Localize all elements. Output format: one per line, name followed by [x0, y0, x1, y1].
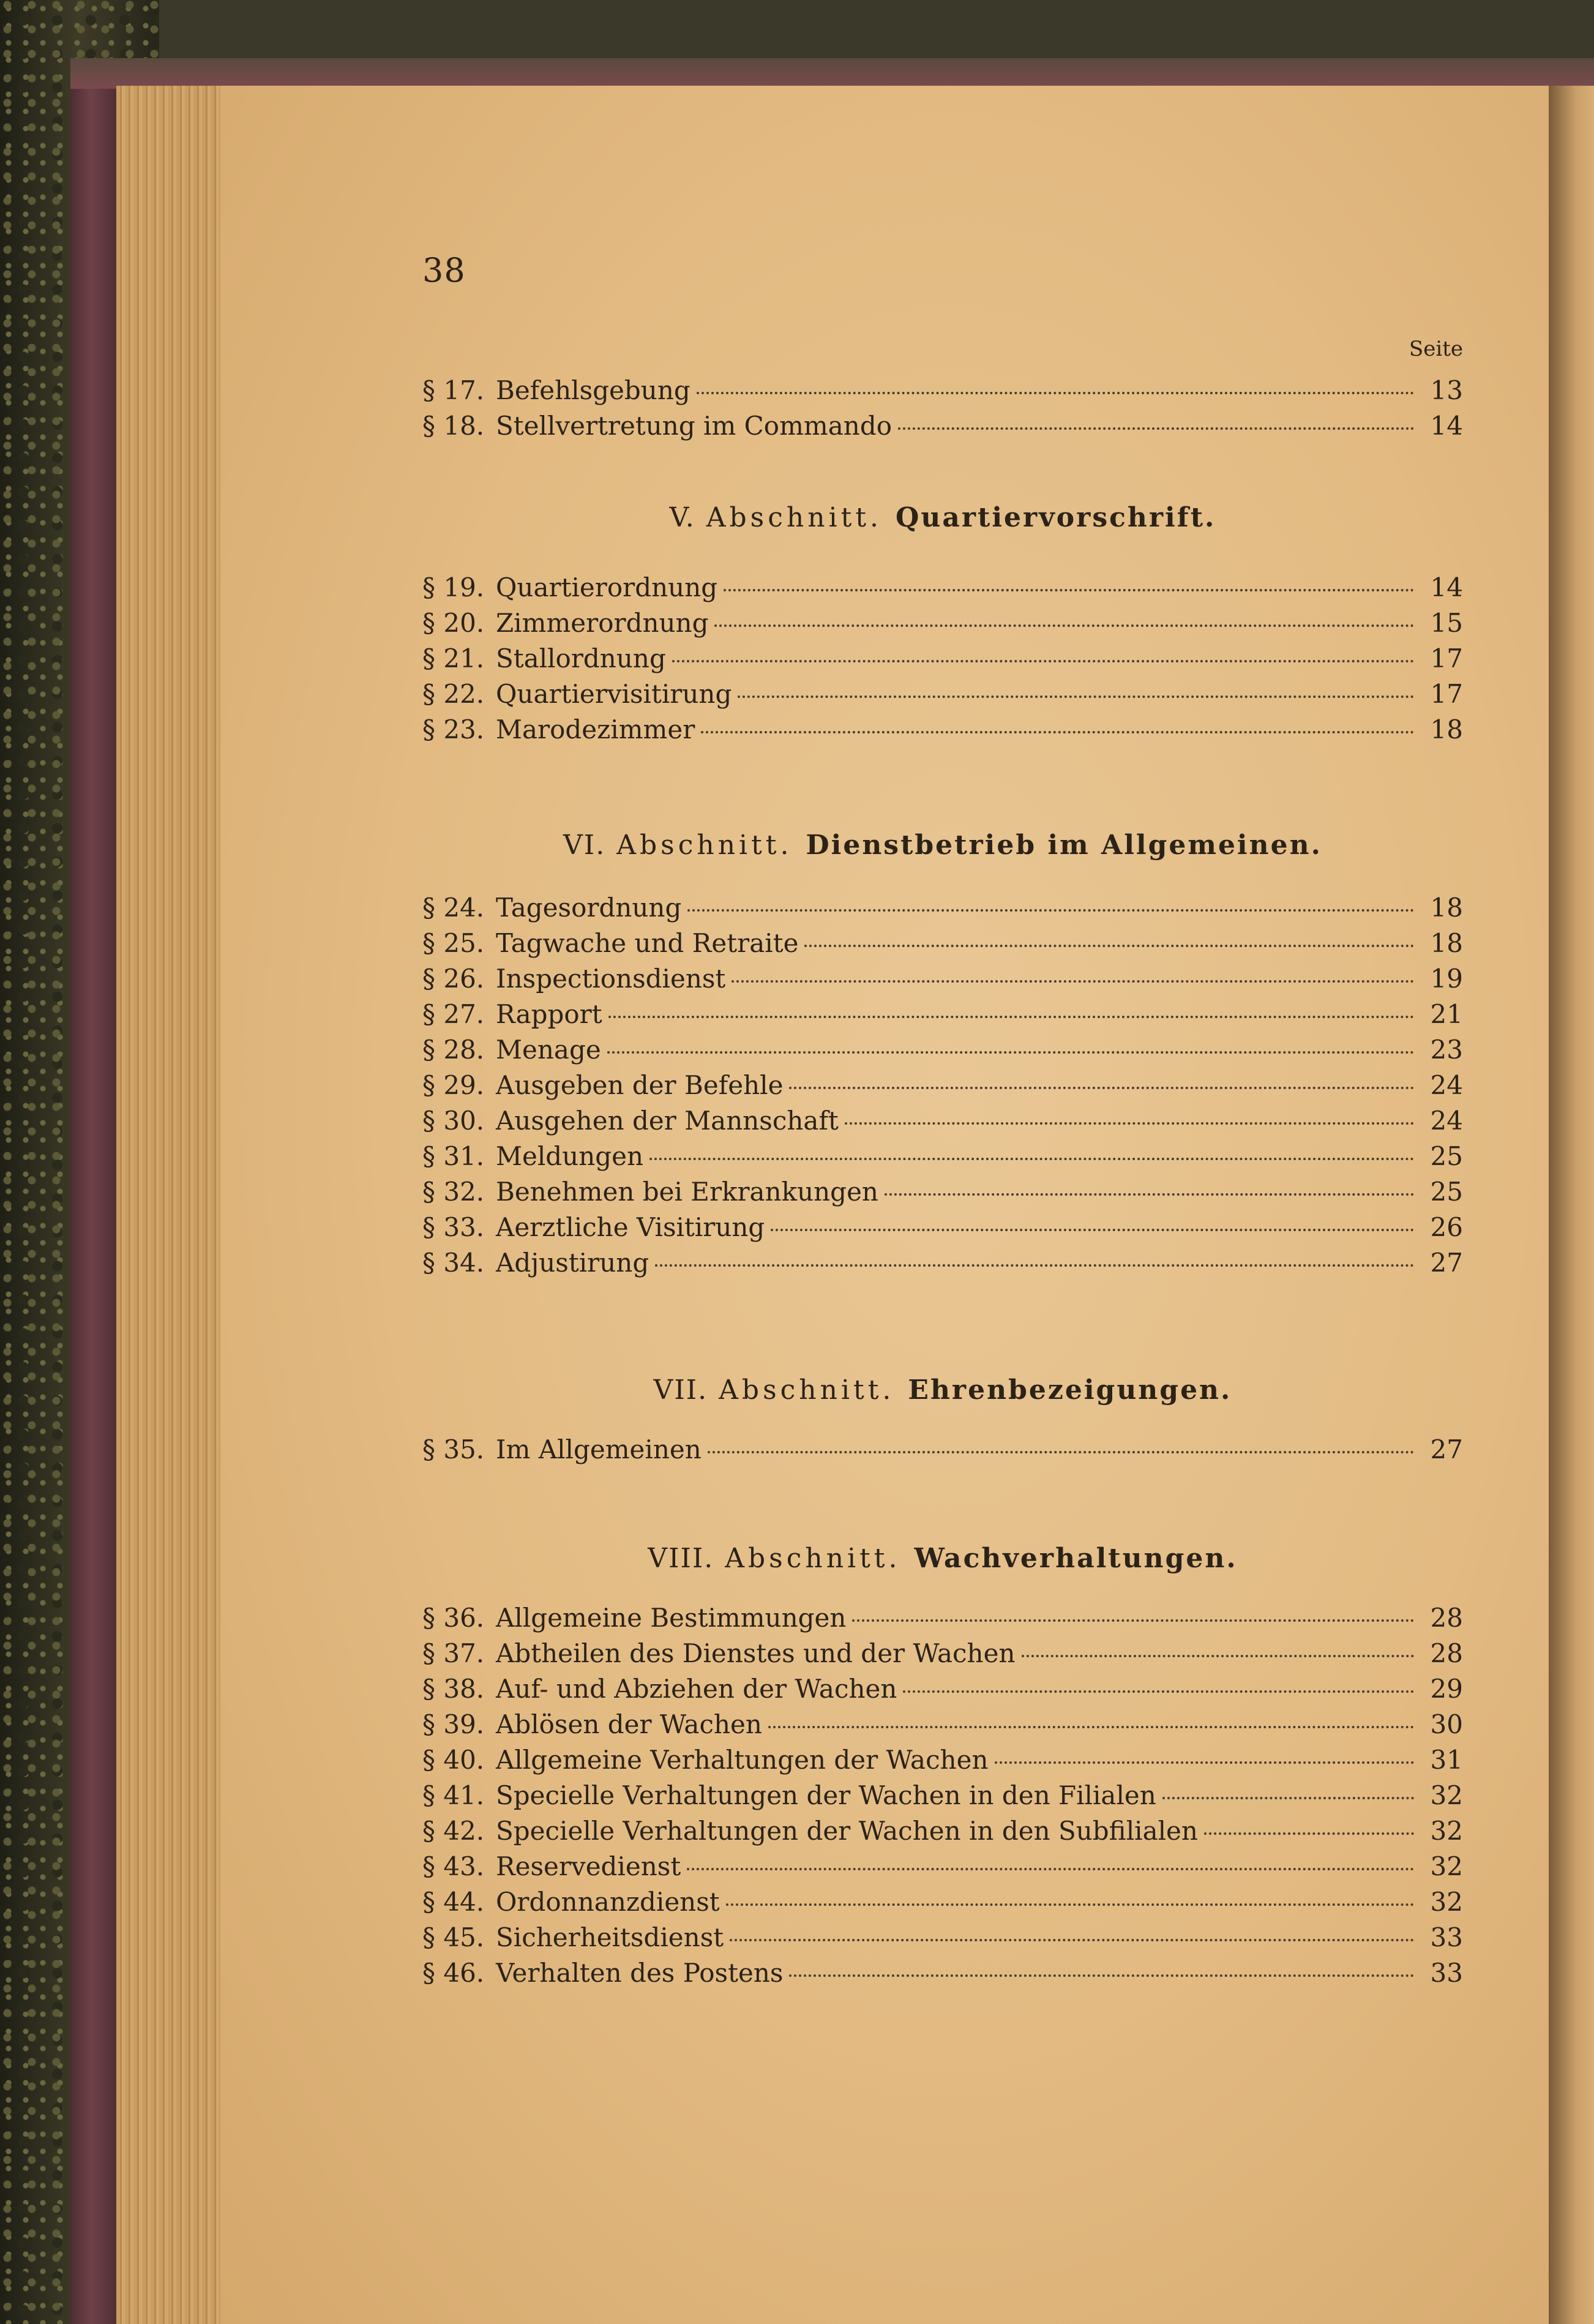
toc-entry [422, 1885, 1463, 1919]
entry-page-number: 21 [1430, 999, 1463, 1029]
dot-leader [714, 624, 1414, 627]
paragraph-number: § 25. [422, 928, 485, 958]
toc-entry [422, 1636, 1463, 1671]
section-heading [422, 1543, 1463, 1574]
paragraph-number: § 28. [422, 1035, 485, 1065]
toc-entry [422, 1779, 1463, 1813]
entry-page-number: 28 [1430, 1603, 1463, 1633]
dot-leader [697, 392, 1414, 394]
entry-page-number: 24 [1430, 1070, 1463, 1100]
entry-page-number: 27 [1430, 1434, 1463, 1464]
dot-leader [724, 589, 1414, 591]
entry-page-number: 26 [1430, 1212, 1463, 1242]
section-word: Abschnitt. [725, 1543, 901, 1574]
dot-leader [771, 1229, 1414, 1231]
toc-entry [422, 1246, 1463, 1280]
entry-title: Auf- und Abziehen der Wachen [496, 1674, 897, 1704]
paragraph-number: § 41. [422, 1780, 485, 1810]
entry-page-number: 32 [1430, 1816, 1463, 1846]
entry-title: Ordonnanzdienst [496, 1887, 720, 1917]
paragraph-number: § 44. [422, 1887, 485, 1917]
entry-title: Adjustirung [496, 1248, 649, 1278]
toc-entry [422, 1033, 1463, 1067]
entry-page-number: 28 [1430, 1638, 1463, 1668]
entry-title: Reservedienst [496, 1851, 681, 1881]
dot-leader [607, 1051, 1414, 1054]
entry-page-number: 32 [1430, 1780, 1463, 1810]
entry-page-number: 31 [1430, 1745, 1463, 1775]
toc-entry [422, 1850, 1463, 1884]
paragraph-number: § 18. [422, 411, 485, 441]
paragraph-number: § 21. [422, 643, 485, 673]
dot-leader [804, 945, 1414, 947]
entry-title: Ablösen der Wachen [496, 1709, 762, 1739]
entry-title: Tagesordnung [496, 893, 682, 923]
dot-leader [649, 1158, 1414, 1160]
paragraph-number: § 26. [422, 964, 485, 994]
toc-entry [422, 997, 1463, 1032]
dot-leader [701, 731, 1414, 733]
section-word: Abschnitt. [616, 830, 793, 861]
toc-entry [422, 1433, 1463, 1467]
section-heading [422, 502, 1463, 533]
entry-title: Sicherheitsdienst [496, 1922, 724, 1952]
toc-entry [422, 1068, 1463, 1103]
section-heading [422, 830, 1463, 861]
dot-leader [903, 1690, 1414, 1693]
dot-leader [687, 909, 1414, 912]
paragraph-number: § 32. [422, 1177, 485, 1207]
page-number: 38 [422, 251, 466, 290]
entry-title: Quartiervisitirung [496, 679, 732, 709]
paragraph-number: § 30. [422, 1106, 485, 1136]
entry-page-number: 19 [1430, 964, 1463, 994]
entry-title: Inspectionsdienst [496, 964, 726, 994]
dot-leader [687, 1868, 1414, 1870]
dot-leader [738, 695, 1414, 698]
dot-leader [995, 1761, 1414, 1764]
dot-leader [768, 1726, 1414, 1728]
dot-leader [852, 1619, 1414, 1622]
paragraph-number: § 23. [422, 714, 485, 744]
entry-title: Stellvertretung im Commando [496, 411, 892, 441]
paragraph-number: § 31. [422, 1141, 485, 1171]
entry-page-number: 15 [1430, 608, 1463, 638]
dot-leader [726, 1903, 1414, 1906]
paragraph-number: § 45. [422, 1922, 485, 1952]
paragraph-number: § 40. [422, 1745, 485, 1775]
entry-title: Allgemeine Verhaltungen der Wachen [496, 1745, 989, 1775]
entry-page-number: 18 [1430, 714, 1463, 744]
dot-leader [885, 1193, 1414, 1196]
entry-page-number: 18 [1430, 928, 1463, 958]
paragraph-number: § 42. [422, 1816, 485, 1846]
toc-entry [422, 373, 1463, 408]
paragraph-number: § 33. [422, 1212, 485, 1242]
paragraph-number: § 29. [422, 1070, 485, 1100]
page-column-label: Seite [1409, 337, 1463, 361]
dot-leader [608, 1016, 1414, 1018]
entry-page-number: 32 [1430, 1887, 1463, 1917]
entry-page-number: 17 [1430, 643, 1463, 673]
toc-entry [422, 962, 1463, 996]
paragraph-number: § 35. [422, 1434, 485, 1464]
dot-leader [845, 1122, 1414, 1125]
entry-page-number: 24 [1430, 1106, 1463, 1136]
toc-entry [422, 409, 1463, 443]
dot-leader [655, 1264, 1414, 1267]
dot-leader [789, 1974, 1414, 1977]
toc-entry [422, 1601, 1463, 1635]
entry-page-number: 32 [1430, 1851, 1463, 1881]
toc-entry [422, 713, 1463, 747]
toc-entry [422, 1175, 1463, 1209]
dot-leader [672, 660, 1414, 662]
paragraph-number: § 36. [422, 1603, 485, 1633]
entry-title: Ausgehen der Mannschaft [496, 1106, 839, 1136]
entry-page-number: 27 [1430, 1248, 1463, 1278]
section-number: VII. [653, 1374, 708, 1406]
dot-leader [898, 427, 1414, 430]
entry-page-number: 25 [1430, 1141, 1463, 1171]
entry-page-number: 23 [1430, 1035, 1463, 1065]
toc-entry [422, 677, 1463, 711]
entry-title: Abtheilen des Dienstes und der Wachen [496, 1638, 1016, 1668]
paragraph-number: § 39. [422, 1709, 485, 1739]
toc-entry [422, 1956, 1463, 1990]
entry-title: Rapport [496, 999, 602, 1029]
entry-title: Meldungen [496, 1141, 644, 1171]
paragraph-number: § 38. [422, 1674, 485, 1704]
entry-page-number: 33 [1430, 1958, 1463, 1988]
entry-title: Quartierordnung [496, 572, 718, 602]
dot-leader [1022, 1655, 1414, 1657]
toc-entry [422, 642, 1463, 676]
entry-title: Stallordnung [496, 643, 666, 673]
dot-leader [732, 980, 1414, 983]
paragraph-number: § 37. [422, 1638, 485, 1668]
toc-entry [422, 1210, 1463, 1245]
toc-entry [422, 606, 1463, 640]
section-number: V. [669, 502, 695, 533]
paragraph-number: § 24. [422, 893, 485, 923]
entry-page-number: 14 [1430, 411, 1463, 441]
toc-entry [422, 926, 1463, 961]
entry-title: Zimmerordnung [496, 608, 709, 638]
entry-page-number: 17 [1430, 679, 1463, 709]
dot-leader [708, 1451, 1414, 1453]
toc-entry [422, 571, 1463, 605]
paragraph-number: § 46. [422, 1958, 485, 1988]
toc-entry [422, 1743, 1463, 1777]
section-word: Abschnitt. [719, 1374, 895, 1406]
paragraph-number: § 19. [422, 572, 485, 602]
section-number: VI. [563, 830, 606, 861]
paragraph-number: § 20. [422, 608, 485, 638]
entry-title: Specielle Verhaltungen der Wachen in den Subfilialen [496, 1816, 1198, 1846]
entry-title: Im Allgemeinen [496, 1434, 702, 1464]
section-title: Ehrenbezeigungen. [908, 1374, 1232, 1406]
toc-entry [422, 1814, 1463, 1848]
entry-page-number: 14 [1430, 572, 1463, 602]
paragraph-number: § 17. [422, 375, 485, 405]
section-title: Quartiervorschrift. [896, 502, 1216, 533]
dot-leader [1204, 1832, 1414, 1835]
section-title: Dienstbetrieb im Allgemeinen. [806, 830, 1322, 861]
toc-entry [422, 1139, 1463, 1174]
toc-entry [422, 891, 1463, 925]
entry-page-number: 18 [1430, 893, 1463, 923]
dot-leader [730, 1939, 1414, 1941]
entry-title: Allgemeine Bestimmungen [496, 1603, 847, 1633]
section-title: Wachverhaltungen. [914, 1543, 1238, 1574]
dot-leader [789, 1087, 1414, 1089]
entry-page-number: 25 [1430, 1177, 1463, 1207]
paragraph-number: § 27. [422, 999, 485, 1029]
entry-title: Marodezimmer [496, 714, 695, 744]
toc-entry [422, 1672, 1463, 1706]
toc-entry [422, 1104, 1463, 1138]
paragraph-number: § 22. [422, 679, 485, 709]
section-number: VIII. [648, 1543, 714, 1574]
entry-title: Specielle Verhaltungen der Wachen in den Filialen [496, 1780, 1156, 1810]
dot-leader [1162, 1797, 1414, 1799]
entry-title: Menage [496, 1035, 601, 1065]
entry-title: Aerztliche Visitirung [496, 1212, 765, 1242]
toc-entry [422, 1707, 1463, 1742]
section-word: Abschnitt. [706, 502, 882, 533]
entry-title: Befehlsgebung [496, 375, 690, 405]
toc-entry [422, 1921, 1463, 1955]
entry-page-number: 30 [1430, 1709, 1463, 1739]
entry-page-number: 33 [1430, 1922, 1463, 1952]
paragraph-number: § 34. [422, 1248, 485, 1278]
entry-title: Ausgeben der Befehle [496, 1070, 784, 1100]
entry-title: Verhalten des Postens [496, 1958, 784, 1988]
entry-page-number: 29 [1430, 1674, 1463, 1704]
paragraph-number: § 43. [422, 1851, 485, 1881]
entry-page-number: 13 [1430, 375, 1463, 405]
entry-title: Tagwache und Retraite [496, 928, 799, 958]
section-heading [422, 1374, 1463, 1406]
entry-title: Benehmen bei Erkrankungen [496, 1177, 878, 1207]
